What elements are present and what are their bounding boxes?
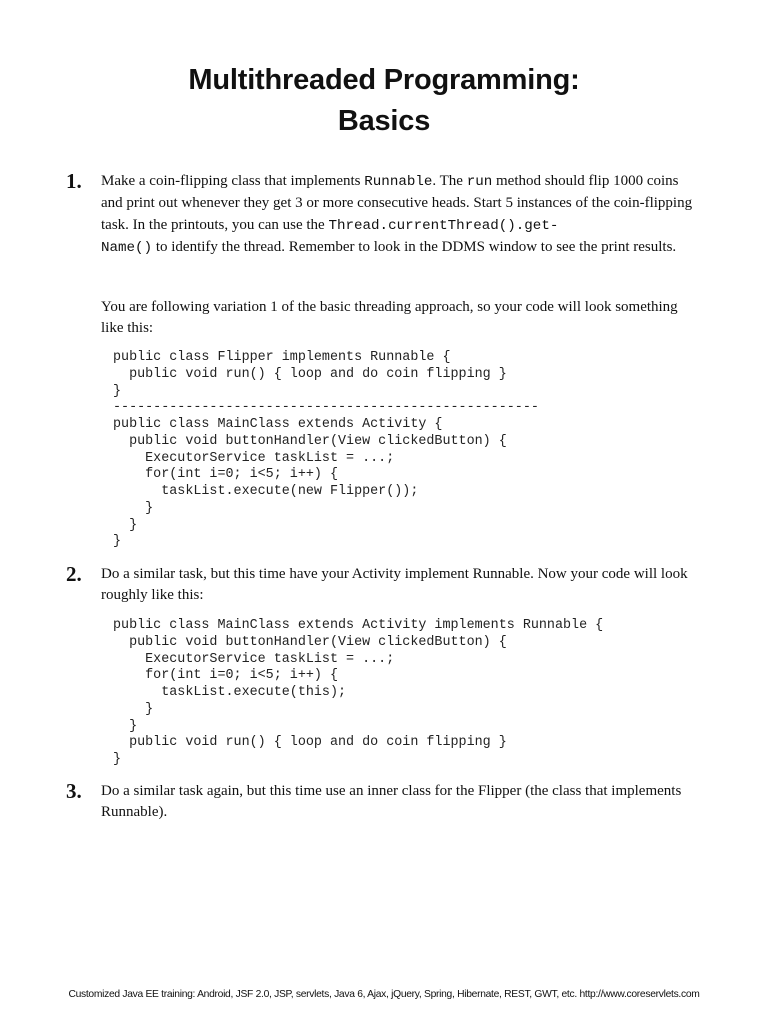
exercise-1-text: Make a coin-flipping class that implements	[101, 173, 365, 189]
exercise-1-paragraph-2: You are following variation 1 of the basic threading approach, so your code will look something like this:	[101, 299, 678, 337]
exercise-1-number: 1.	[66, 169, 82, 193]
exercise-1-text: method should flip 1000 coins and print out whenever they get 3 or more consecutive heads. Start 5 instances of the coin-flipping task. In the printouts, you can use the	[101, 173, 693, 233]
exercise-2-paragraph: Do a similar task, but this time have your Activity implement Runnable. Now your code will look roughly like this:	[101, 566, 688, 604]
title-line-2: Basics	[337, 105, 431, 137]
exercise-3-number: 3.	[66, 779, 82, 803]
exercise-1-text: to identify the thread. Remember to look in the DDMS window to see the print results.	[152, 238, 677, 255]
document-title	[0, 60, 768, 142]
exercise-3-paragraph: Do a similar task again, but this time use an inner class for the Flipper (the class that implements Runnable).	[101, 783, 682, 821]
title-line-1: Multithreaded Programming:	[188, 64, 580, 96]
code-term-run: run	[466, 174, 493, 190]
page-footer: Customized Java EE training: Android, JSF 2.0, JSP, servlets, Java 6, Ajax, jQuery, Spring, Hibernate, REST, GWT, etc. http://www.coreservlets.com	[68, 989, 700, 1000]
exercise-2-number: 2.	[66, 562, 82, 586]
exercise-1-paragraph-1	[101, 171, 701, 259]
code-term-runnable: Runnable	[364, 174, 433, 190]
code-term-thread-name: Thread.currentThread().get- Name()	[101, 217, 559, 256]
exercise-1-text: . The	[432, 173, 467, 189]
code-listing-1: public class Flipper implements Runnable { public void run() { loop and do coin flipping } } ----------------------------------------------------- public class MainClass extends Activity { public void buttonHandler(View clickedButton) { ExecutorService taskList = ...; for(int i=0; i<5; i++) { taskList.execute(new Flipper()); } } }	[113, 350, 539, 550]
code-listing-2: public class MainClass extends Activity implements Runnable { public void buttonHandler(View clickedButton) { ExecutorService taskList = ...; for(int i=0; i<5; i++) { taskList.execute(this); } } public void run() { loop and do coin flipping } }	[113, 618, 604, 767]
